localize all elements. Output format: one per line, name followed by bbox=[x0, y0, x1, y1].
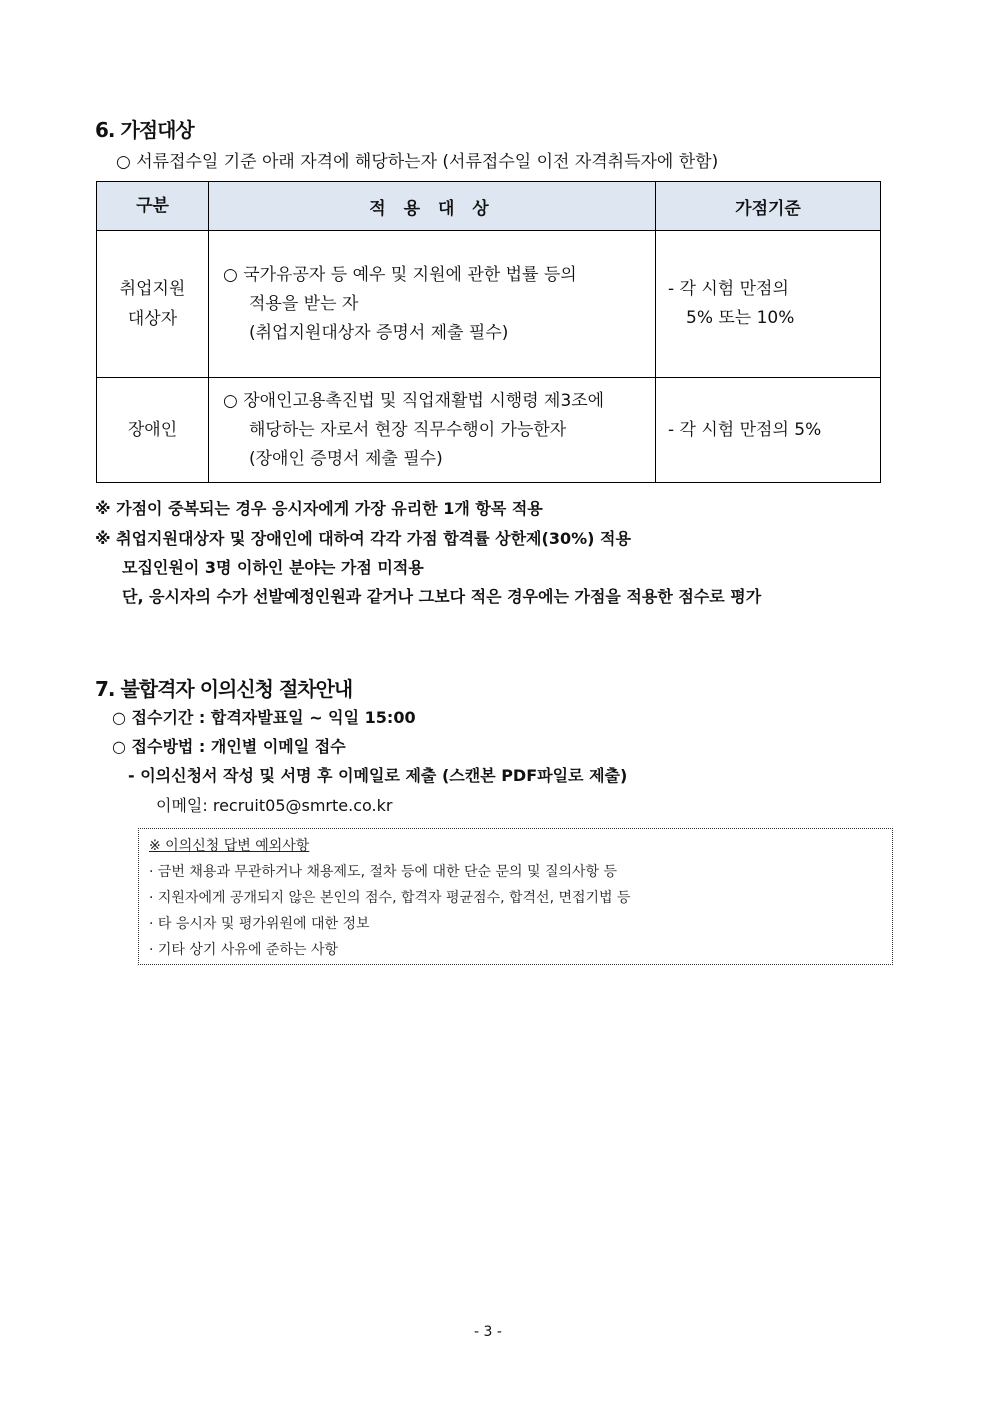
row1-target-line: ○ 국가유공자 등 예우 및 지원에 관한 법률 등의 bbox=[223, 264, 577, 285]
bonus-table bbox=[96, 181, 881, 483]
row2-category bbox=[97, 378, 209, 483]
table-row bbox=[97, 378, 881, 483]
header-criteria: 가점기준 bbox=[656, 182, 881, 231]
note-cap: ※ 취업지원대상자 및 장애인에 대하여 각각 가점 합격률 상한제(30%) 적용 bbox=[95, 529, 631, 548]
exception-item: · 타 응시자 및 평가위원에 대한 정보 bbox=[149, 916, 370, 932]
row2-criteria-line: - 각 시험 만점의 5% bbox=[668, 419, 822, 440]
row2-target-line: ○ 장애인고용촉진법 및 직업재활법 시행령 제3조에 bbox=[223, 390, 605, 411]
header-target: 적 용 대 상 bbox=[209, 182, 656, 231]
row2-category-line: 장애인 bbox=[127, 420, 178, 440]
row1-category bbox=[97, 231, 209, 378]
row2-target bbox=[209, 378, 656, 483]
exception-heading: ※ 이의신청 답변 예외사항 bbox=[149, 838, 310, 854]
row1-criteria bbox=[656, 231, 881, 378]
section6-intro: ○ 서류접수일 기준 아래 자격에 해당하는자 (서류접수일 이전 자격취득자에 한함) bbox=[116, 152, 719, 172]
row1-target-line: 적용을 받는 자 bbox=[249, 293, 359, 314]
section7-title: 7. 불합격자 이의신청 절차안내 bbox=[95, 677, 353, 701]
row2-target-line: 해당하는 자로서 현장 직무수행이 가능한자 bbox=[249, 419, 567, 440]
note-small-recruit: 모집인원이 3명 이하인 분야는 가점 미적용 bbox=[122, 558, 424, 577]
exception-item: · 금번 채용과 무관하거나 채용제도, 절차 등에 대한 단순 문의 및 질의사항 등 bbox=[149, 864, 618, 880]
exception-item: · 지원자에게 공개되지 않은 본인의 점수, 합격자 평균점수, 합격선, 면접기법 등 bbox=[149, 890, 631, 906]
table-row bbox=[97, 231, 881, 378]
exception-item: · 기타 상기 사유에 준하는 사항 bbox=[149, 942, 338, 958]
header-category: 구분 bbox=[97, 182, 209, 231]
page-number: - 3 - bbox=[474, 1324, 502, 1340]
row1-category-line: 대상자 bbox=[127, 309, 178, 329]
section6-title: 6. 가점대상 bbox=[95, 118, 194, 142]
row1-category-line: 취업지원 bbox=[119, 279, 186, 299]
note-duplicate: ※ 가점이 중복되는 경우 응시자에게 가장 유리한 1개 항목 적용 bbox=[95, 499, 543, 518]
row2-criteria bbox=[656, 378, 881, 483]
table-header-row bbox=[97, 182, 881, 231]
row1-criteria-line: 5% 또는 10% bbox=[686, 308, 795, 328]
appeal-period: ○ 접수기간 : 합격자발표일 ~ 익일 15:00 bbox=[112, 708, 416, 727]
note-exception: 단, 응시자의 수가 선발예정인원과 같거나 그보다 적은 경우에는 가점을 적용한 점수로 평가 bbox=[122, 587, 762, 606]
appeal-method: ○ 접수방법 : 개인별 이메일 접수 bbox=[112, 737, 346, 756]
appeal-submission: - 이의신청서 작성 및 서명 후 이메일로 제출 (스캔본 PDF파일로 제출) bbox=[128, 766, 628, 785]
row1-target-line: (취업지원대상자 증명서 제출 필수) bbox=[249, 322, 509, 343]
exception-box bbox=[138, 828, 893, 965]
row1-criteria-line: - 각 시험 만점의 bbox=[668, 279, 789, 299]
row2-target-line: (장애인 증명서 제출 필수) bbox=[249, 448, 443, 469]
row1-target bbox=[209, 231, 656, 378]
appeal-email: 이메일: recruit05@smrte.co.kr bbox=[156, 796, 393, 815]
